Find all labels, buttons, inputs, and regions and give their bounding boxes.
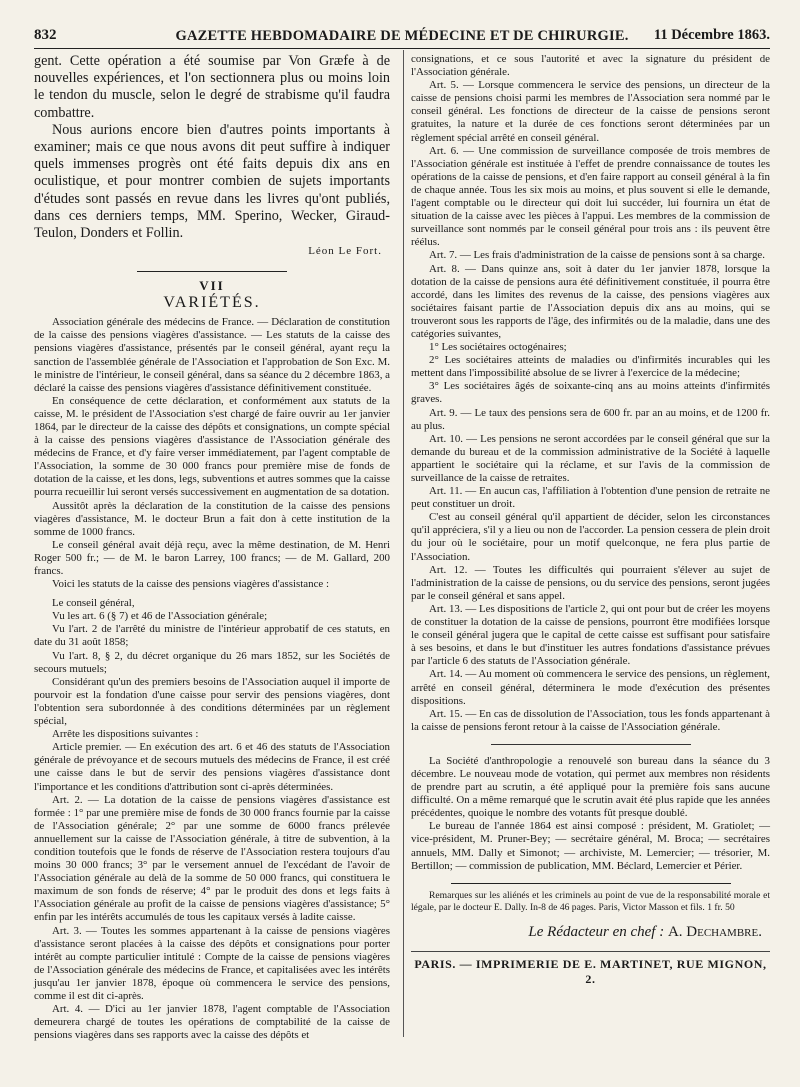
- statute-list-item: 1° Les sociétaires octogénaires;: [429, 341, 567, 354]
- statute-paragraph: Art. 7. — Les frais d'administration de la caisse de pensions sont à sa charge.: [429, 249, 765, 262]
- page-number: 832: [34, 27, 57, 43]
- statute-paragraph: Art. 8. — Dans quinze ans, soit à dater du 1er janvier 1878, lorsque la dotation de la caisse de pensions aura été définitivement constituée, il pourra être accordé, dans les limites des revenus de la caisse, des pensions viagères aux sociétaires faisant partie de l'Association depuis dix ans au moins, qui se trouveront sous les rapports de l'âge, des infirmités ou de la maladie, dans une des catégories suivantes,: [411, 262, 770, 340]
- statute-paragraph: Art. 3. — Toutes les sommes appartenant à la caisse de pensions viagères d'assistance seront placées à la caisse des dépôts et consignations pour porter intérêt au compte particulier intitulé : Compte de la caisse de pensions viagères de l'Association générale des médecins de France, et capitalisées avec les intérêts jusqu'au 1er janvier 1878, époque où commencera le service des pensions, comme il est dit ci-après.: [34, 924, 390, 1003]
- statute-paragraph: Art. 4. — D'ici au 1er janvier 1878, l'agent comptable de l'Association demeurera chargé de toutes les opérations de comptabilité de la caisse de pensions viagères dans ses rapports avec la caisse des dépôts et: [34, 1003, 390, 1042]
- issue-date: 11 Décembre 1863.: [653, 27, 770, 43]
- article-paragraph: Voici les statuts de la caisse des pensions viagères d'assistance :: [52, 578, 329, 591]
- statute-paragraph: Le conseil général,: [52, 597, 135, 610]
- statute-paragraph: Art. 9. — Le taux des pensions sera de 600 fr. par an au moins, et de 1200 fr. au plus.: [411, 406, 770, 432]
- journal-title: GAZETTE HEBDOMADAIRE DE MÉDECINE ET DE CHIRURGIE.: [175, 28, 629, 44]
- printer-imprint: PARIS. — IMPRIMERIE DE E. MARTINET, RUE MIGNON, 2.: [414, 956, 767, 986]
- statute-paragraph: consignations, et ce sous l'autorité et avec la signature du président de l'Association générale.: [411, 53, 770, 79]
- statute-paragraph: Art. 5. — Lorsque commencera le service des pensions, un directeur de la caisse de pensions choisi parmi les membres de l'Association sera nommé par le conseil général. Les fonctions de directeur de la caisse de pensions seront gratuites, la nature et la durée de ces fonctions seront déterminées par un règlement spécial arrêté en conseil général.: [411, 79, 770, 144]
- article-paragraph: Le conseil général avait déjà reçu, avec la même destination, de M. Henri Roger 500 fr.; — de M. le baron Larrey, 100 francs; — de M. Gallard, 200 francs.: [34, 538, 390, 578]
- right-column: [411, 53, 770, 987]
- statute-paragraph: C'est au conseil général qu'il appartient de décider, selon les circonstances qu'il appréciera, s'il y a lieu ou non de l'accorder. La pension cessera de plein droit du jour où le sociétaire, pour un motif quelconque, ne fera plus partie de l'Association.: [411, 511, 770, 563]
- statute-paragraph: Art. 12. — Toutes les difficultés qui pourraient s'élever au sujet de l'administration de la caisse de pensions, ou du service des pensions, seront jugées par le conseil général et sans appel.: [411, 563, 770, 602]
- editor-line: [411, 924, 762, 941]
- intro-paragraph: Nous aurions encore bien d'autres points importants à examiner; mais ce que nous avons dit peut suffire à indiquer quels immenses progrès ont été faits depuis dix ans en oculistique, et pour montrer combien de sujets importants d'études sont passés en revue dans les livres qu'ont publiés, dans ces derniers temps, MM. Sperino, Wecker, Giraud-Teulon, Donders et Follin.: [34, 121, 390, 242]
- statute-paragraph: Art. 11. — En aucun cas, l'affiliation à l'obtention d'une pension de retraite ne peut constituer un droit.: [411, 485, 770, 511]
- statute-paragraph: Considérant qu'un des premiers besoins de l'Association auquel il importe de pourvoir est la fondation d'une caisse pour servir des pensions viagères, dont l'obtention sera subordonnée à des conditions déterminées par un règlement spécial,: [34, 675, 390, 728]
- statute-paragraph: Art. 10. — Les pensions ne seront accordées par le conseil général que sur la demande du bureau et de la commission administrative de la Société à laquelle appartient le sociétaire qui la réclame, et sur l'avis de la commission de surveillance de la caisse de retraites.: [411, 432, 770, 484]
- statute-paragraph: Vu l'art. 2 de l'arrêté du ministre de l'intérieur approbatif de ces statuts, en date du 31 août 1858;: [34, 623, 390, 649]
- section-title: VARIÉTÉS.: [163, 294, 261, 312]
- author-signature: Léon Le Fort.: [308, 245, 382, 258]
- statute-list-item: 3° Les sociétaires âgés de soixante-cinq ans au moins atteints d'infirmités graves.: [411, 380, 770, 406]
- statute-paragraph: Art. 15. — En cas de dissolution de l'Association, tous les fonds appartenant à la caisse de pensions feront retour à la caisse de l'Association générale.: [411, 707, 770, 733]
- statute-paragraph: Art. 14. — Au moment où commencera le service des pensions, un règlement, arrêté en conseil général, déterminera le mode d'exécution des présentes dispositions.: [411, 668, 770, 707]
- society-paragraph: La Société d'anthropologie a renouvelé son bureau dans la séance du 3 décembre. Le nouveau mode de votation, qui permet aux membres non résidents de prendre part au scrutin, a été appliqué pour la première fois sans aucune difficulté. On a même remarqué que le scrutin avait été plus rapide que les années précédentes, quoique le nombre des votants fût presque doublé.: [411, 754, 770, 820]
- statute-paragraph: Vu l'art. 8, § 2, du décret organique du 26 mars 1852, sur les Sociétés de secours mutuels;: [34, 649, 390, 675]
- society-paragraph: Le bureau de l'année 1864 est ainsi composé : président, M. Gratiolet; — vice-président, M. Pruner-Bey; — secrétaire général, M. Broca; — secrétaires annuels, MM. Dally et Simonot; — archiviste, M. Lemercier; — trésorier, M. Bertillon; — commission de publication, MM. Béclard, Lemercier et Périer.: [411, 820, 770, 872]
- section-rule: [137, 271, 287, 272]
- bibliography-entry: Remarques sur les aliénés et les criminels au point de vue de la responsabilité morale et légale, par le docteur E. Dally. In-8 de 46 pages. Paris, Victor Masson et fils. 1 fr. 50: [411, 889, 770, 913]
- left-column: [34, 53, 390, 1042]
- intro-paragraph: gent. Cette opération a été soumise par Von Græfe à de nouvelles expériences, et l'on sectionnera plus ou moins loin le tendon du muscle, selon le degré de strabisme qu'il faudra combattre.: [34, 53, 390, 121]
- imprint-rule: [411, 951, 770, 952]
- section-number: VII: [199, 278, 225, 294]
- statute-paragraph: Vu les art. 6 (§ 7) et 46 de l'Association générale;: [52, 610, 268, 623]
- article-paragraph: Association générale des médecins de France. — Déclaration de constitution de la caisse des pensions viagères d'assistance. — Les statuts de la caisse des pensions viagères d'assistance, présentés par le conseil général, ayant reçu la sanction de l'assemblée générale de l'Association et l'approbation de Son Exc. M. le ministre de l'intérieur, le conseil général, dans sa séance du 2 décembre 1863, a déclaré la caisse des pensions viagères d'assistance définitivement constituée.: [34, 316, 390, 394]
- header-rule: [34, 48, 770, 49]
- statute-paragraph: Arrête les dispositions suivantes :: [52, 728, 199, 741]
- editor-label: Le Rédacteur en chef :: [528, 923, 665, 940]
- section-rule: [491, 744, 691, 745]
- statute-list-item: 2° Les sociétaires atteints de maladies ou d'infirmités incurables qui les mettent dans l'impossibilité absolue de se livrer à l'exercice de la médecine;: [411, 354, 770, 380]
- page-header: [34, 27, 770, 49]
- section-rule: [451, 883, 731, 884]
- article-paragraph: Aussitôt après la déclaration de la constitution de la caisse des pensions viagères d'assistance, M. le docteur Brun a fait don à cette institution de la somme de 1000 francs.: [34, 499, 390, 538]
- column-divider: [403, 50, 404, 1037]
- statute-paragraph: Art. 2. — La dotation de la caisse de pensions viagères d'assistance est formée : 1° par une première mise de fonds de 30 000 francs fournie par la caisse de l'Association générale; 2° par une somme de 6000 francs prélevée annuellement sur la caisse de l'Association générale, à titre de subvention, à la condition toutefois que le fonds de réserve de l'Association restera toujours d'au moins 30 000 francs; 3° par le versement annuel de l'excédant de l'avoir de l'Association générale au delà de la somme de 50 000 francs, qui constituera le maximum de son fonds de réserve; 4° par le produit des dons et legs faits à l'Association générale au profit de la caisse de pensions viagères d'assistance; 5° enfin par les intérêts accumulés de tous les capitaux versés à ladite caisse.: [34, 793, 390, 924]
- statute-paragraph: Article premier. — En exécution des art. 6 et 46 des statuts de l'Association générale de prévoyance et de secours mutuels des médecins de France, il est créé une caisse dans le but de servir des pensions viagères d'assistance dont l'importance et les conditions d'attribution sont ci-après déterminées.: [34, 741, 390, 793]
- statute-paragraph: Art. 6. — Une commission de surveillance composée de trois membres de l'Association générale est instituée à l'effet de prendre connaissance de toutes les opérations de la caisse de pensions, et d'en faire rapport au conseil général à la fin de chaque année. Tous les six mois au moins, et plus souvent si elle le demande, l'agent comptable ou le directeur qui doit lui succéder, lui fournira un état de situation de la caisse avec les pièces à l'appui. Les membres de la commission de surveillance sont nommés par le conseil général pour trois ans : ils peuvent être réélus.: [411, 144, 770, 249]
- statute-paragraph: Art. 13. — Les dispositions de l'article 2, qui ont pour but de créer les moyens de constituer la dotation de la caisse de pensions, pourront être modifiées lorsque le conseil général jugera que le capital de cette caisse est suffisant pour satisfaire à ses besoins, et dans le but d'instituer les autres fondations d'assistance prévues par l'article 6 des statuts de l'Association générale.: [411, 602, 770, 668]
- editor-name: A. Dechambre.: [667, 923, 762, 940]
- article-paragraph: En conséquence de cette déclaration, et conformément aux statuts de la caisse, M. le président de l'Association s'est chargé de faire ouvrir au 1er janvier 1864, par le directeur de la caisse des dépôts et consignations, un compte spécial à la caisse des pensions viagères d'assistance de l'Association générale des médecins de France, et d'y faire verser immédiatement, par l'agent comptable de l'Association, la somme de 30 000 francs pour première mise de fonds de dotation de la caisse, et les dons, legs, subventions et autres sommes que la caisse pourra recueillir lui seront versés successivement en augmentation de sa dotation.: [34, 394, 390, 499]
